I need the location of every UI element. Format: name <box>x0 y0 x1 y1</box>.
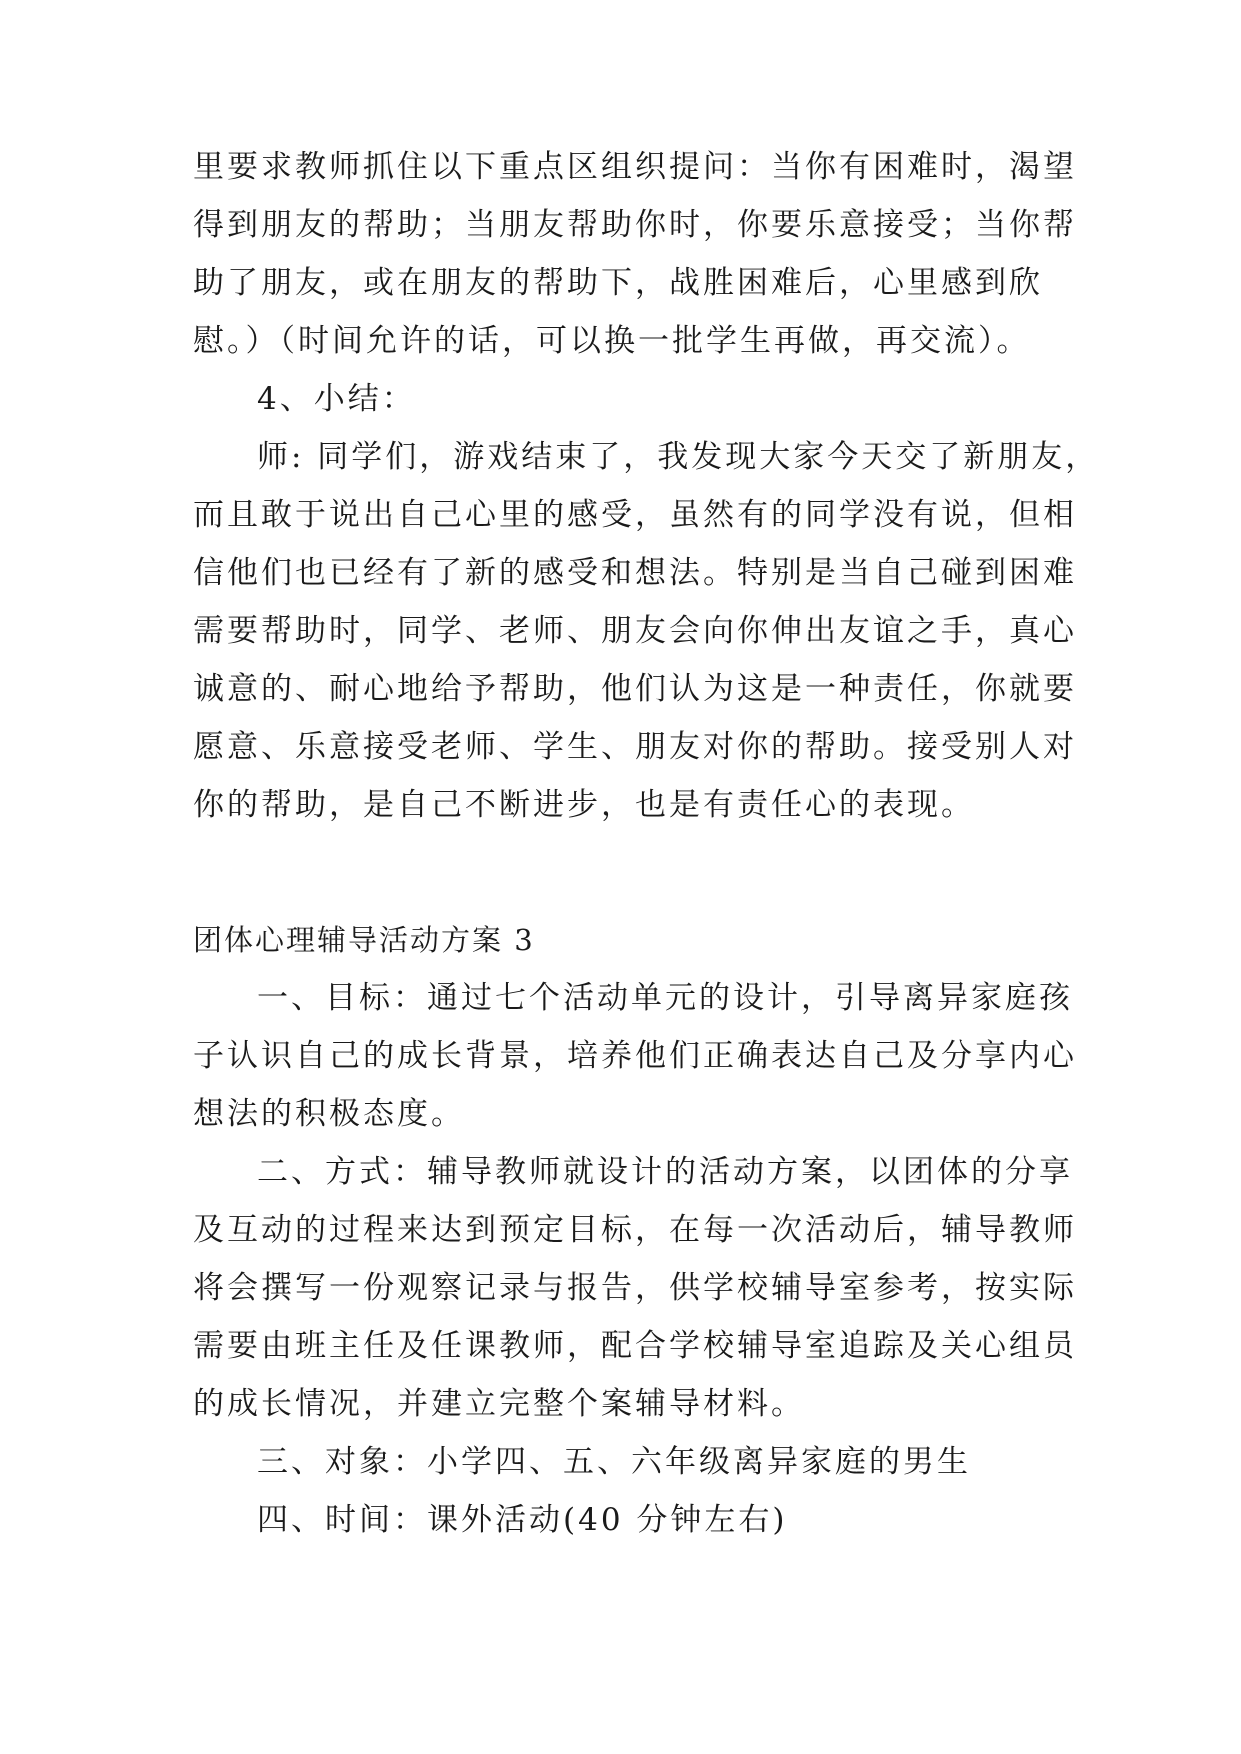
text-line: 想法的积极态度。 <box>193 1096 465 1132</box>
text-line: 而且敢于说出自己心里的感受，虽然有的同学没有说，但相 <box>193 497 1077 533</box>
text-line: 需要帮助时，同学、老师、朋友会向你伸出友谊之手，真心 <box>193 613 1077 649</box>
text-line: 的成长情况，并建立完整个案辅导材料。 <box>193 1386 805 1422</box>
time-paragraph <box>193 1491 1053 1549</box>
text-line: 里要求教师抓住以下重点区组织提问：当你有困难时，渴望 <box>193 149 1077 185</box>
text-line: 二、方式：辅导教师就设计的活动方案，以团体的分享 <box>257 1154 1073 1190</box>
method-paragraph <box>193 1143 1077 1433</box>
text-line: 得到朋友的帮助；当朋友帮助你时，你要乐意接受；当你帮 <box>193 207 1077 243</box>
text-line: 信他们也已经有了新的感受和想法。特别是当自己碰到困难 <box>193 555 1077 591</box>
target-paragraph <box>193 1433 1053 1491</box>
text-line: 一、目标：通过七个活动单元的设计，引导离异家庭孩 <box>257 980 1073 1016</box>
text-line: 四、时间：课外活动(40 分钟左右) <box>257 1502 788 1538</box>
text-line: 需要由班主任及任课教师，配合学校辅导室追踪及关心组员 <box>193 1328 1077 1364</box>
continued-paragraph <box>193 138 1077 370</box>
text-line: 助了朋友，或在朋友的帮助下，战胜困难后，心里感到欣 <box>193 265 1043 301</box>
summary-paragraph <box>193 428 1100 834</box>
section-title: 团体心理辅导活动方案 3 <box>193 923 535 957</box>
text-line: 子认识自己的成长背景，培养他们正确表达自己及分享内心 <box>193 1038 1077 1074</box>
text-line: 慰。）（时间允许的话，可以换一批学生再做，再交流）。 <box>193 323 1031 359</box>
summary-label: 4、小结： <box>257 381 416 417</box>
text-line: 诚意的、耐心地给予帮助，他们认为这是一种责任，你就要 <box>193 671 1077 707</box>
text-line: 愿意、乐意接受老师、学生、朋友对你的帮助。接受别人对 <box>193 729 1077 765</box>
text-line: 将会撰写一份观察记录与报告，供学校辅导室参考，按实际 <box>193 1270 1077 1306</box>
goal-paragraph <box>193 969 1077 1143</box>
text-line: 师: 同学们，游戏结束了，我发现大家今天交了新朋友， <box>257 439 1100 475</box>
text-line: 你的帮助，是自己不断进步，也是有责任心的表现。 <box>193 787 975 823</box>
text-line: 三、对象：小学四、五、六年级离异家庭的男生 <box>257 1444 971 1480</box>
text-line: 及互动的过程来达到预定目标，在每一次活动后，辅导教师 <box>193 1212 1077 1248</box>
